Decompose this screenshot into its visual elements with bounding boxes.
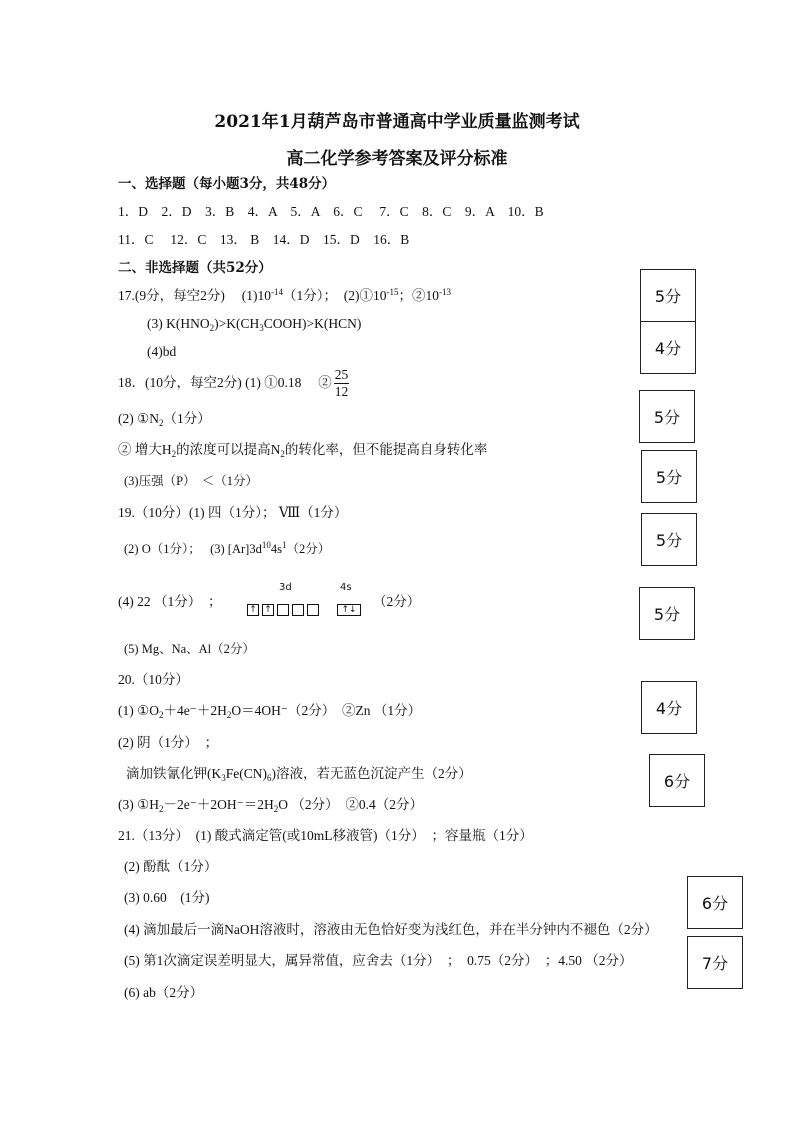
fraction: $\frac{25}{12}$ bbox=[334, 367, 349, 400]
q19-line-4: (5) Mg、Na、Al（2分） bbox=[124, 642, 255, 656]
orbital-4s-box: ↑↓ bbox=[337, 604, 361, 616]
orbital-3d-box bbox=[292, 604, 304, 616]
q18-line-3: ② 增大$H_2$的浓度可以提高$N_2$的转化率，但不能提高自身转化率 bbox=[118, 442, 488, 459]
section-heading-nonchoice: 二、非选择题（共52分） bbox=[118, 260, 272, 276]
q20-line-4: 滴加铁氰化钾$(K_3Fe(CN)_6)$溶液，若无蓝色沉淀产生（2分） bbox=[126, 766, 472, 783]
orbital-3d-box bbox=[277, 604, 289, 616]
orbital-3d-box bbox=[307, 604, 319, 616]
q21-line-3: (3) 0.60 (1分) bbox=[124, 890, 210, 905]
score-box: 6分 bbox=[687, 876, 743, 929]
score-box: 6分 bbox=[649, 754, 705, 807]
choice-answers-row-2: 11．C 12．C 13． B 14．D 15．D 16．B bbox=[118, 232, 410, 247]
q18-line-4: (3)压强（P） ＜（1分） bbox=[124, 474, 259, 488]
q21-line-2: (2) 酚酞（1分） bbox=[124, 859, 218, 874]
q19-line-3b: （2分） bbox=[373, 594, 421, 609]
score-box: 5分 bbox=[641, 513, 697, 566]
orbital-label-3d: 3d bbox=[279, 582, 292, 593]
score-box: 5分 bbox=[640, 269, 696, 322]
section-heading-choice: 一、选择题（每小题3分，共48分） bbox=[118, 176, 336, 192]
score-box: 5分 bbox=[641, 450, 697, 503]
score-box: 7分 bbox=[687, 936, 743, 989]
q18-line-1: 18．(10分，每空2分) (1) ①0.18 ② $\frac{25}{12}$ bbox=[118, 367, 349, 400]
q18-line-2: (2) $①N_2(1$分） bbox=[118, 411, 211, 428]
exam-title: 2021年1月葫芦岛市普通高中学业质量监测考试 bbox=[214, 112, 580, 132]
q17-line-2: (3) $K(HNO_2)>K(CH_3COOH)>K(HCN)$ bbox=[147, 316, 362, 333]
q20-line-2: (1) $①O_2+4e^-+2H_2O=4OH^-(2$分） ②Zn （1分） bbox=[118, 703, 422, 720]
q21-line-5: (5) 第1次滴定误差明显大，属异常值，应舍去（1分） ； 0.75（2分） ；4.50 （2分） bbox=[124, 953, 633, 968]
orbital-3d-box: ↑ bbox=[262, 604, 274, 616]
score-box: 4分 bbox=[640, 321, 696, 374]
choice-answers-row-1: 1．D 2．D 3．B 4．A 5．A 6．C 7．C 8．C 9．A 10．B bbox=[118, 204, 544, 219]
q17-line-3: (4)bd bbox=[147, 344, 177, 359]
orbital-label-4s: 4s bbox=[340, 582, 352, 593]
q19-line-3a: (4) 22 （1分） ； bbox=[118, 594, 222, 609]
score-box: 5分 bbox=[639, 390, 695, 443]
q20-line-5: (3) $①H_2-2e^-+2OH^-=2H_2O$ （2分） ②0.4（2分） bbox=[118, 797, 423, 814]
q20-line-3: (2) 阴（1分） ； bbox=[118, 735, 219, 750]
score-box: 4分 bbox=[641, 681, 697, 734]
q19-line-2: (2) O（1分）； (3) $[Ar]3d^{10}4s^1(2$分） bbox=[124, 540, 331, 556]
orbital-3d-box: ↑ bbox=[247, 604, 259, 616]
q21-line-1: 21.（13分） (1) 酸式滴定管(或10mL移液管)（1分） ；容量瓶（1分） bbox=[118, 828, 533, 843]
q21-line-6: (6) ab（2分） bbox=[124, 985, 204, 1000]
q20-line-1: 20.（10分） bbox=[118, 672, 189, 687]
exam-subtitle: 高二化学参考答案及评分标准 bbox=[286, 149, 508, 169]
q21-line-4: (4) 滴加最后一滴NaOH溶液时，溶液由无色恰好变为浅红色，并在半分钟内不褪色（2分） bbox=[124, 922, 658, 937]
q19-line-1: 19.（10分）(1) 四（1分）； Ⅷ（1分） bbox=[118, 505, 348, 520]
score-box: 5分 bbox=[639, 587, 695, 640]
q17-line-1: 17.(9分，每空2分) $(1)10^{-14}(1$分）； $(2)①10^{-15}$；$②10^{-13}$ bbox=[118, 287, 451, 303]
